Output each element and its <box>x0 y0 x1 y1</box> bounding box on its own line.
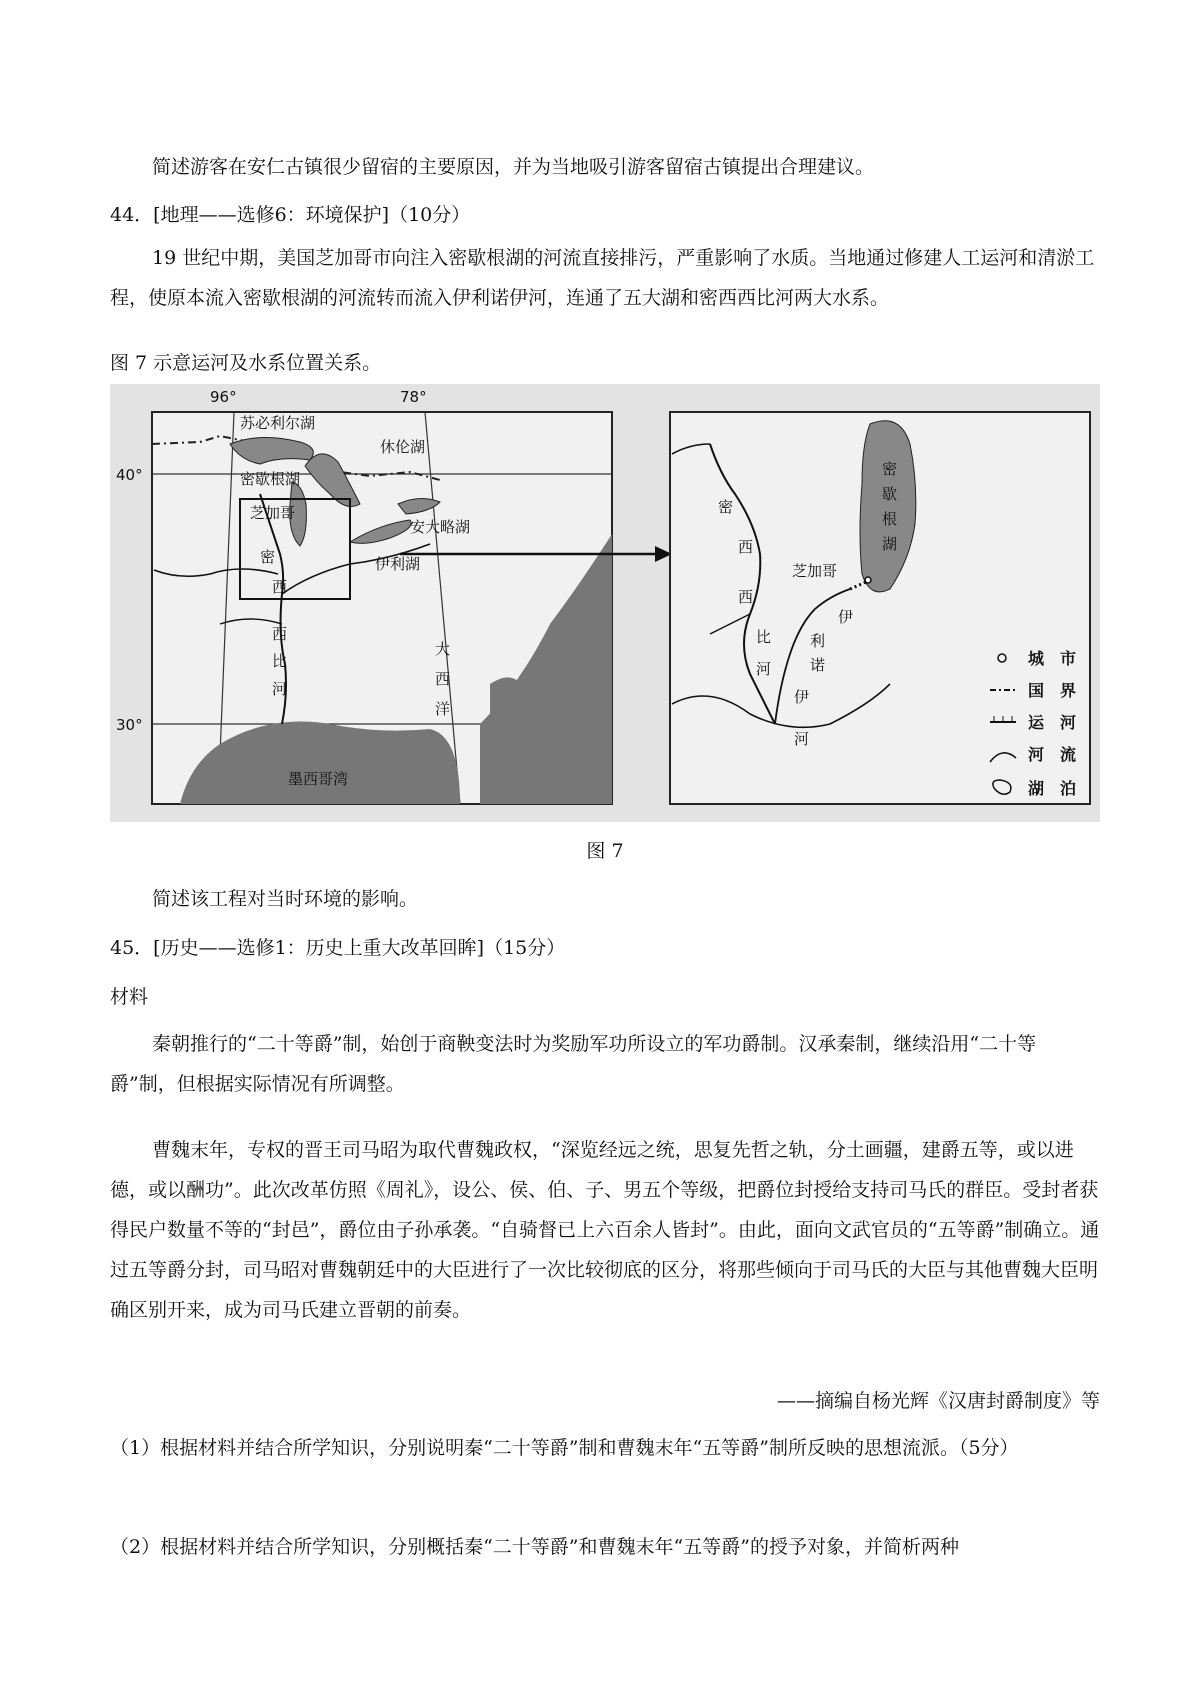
label-xi1: 西 <box>272 578 288 596</box>
label-erie: 伊利湖 <box>375 555 421 573</box>
label-ontario: 安大略湖 <box>410 518 471 536</box>
sub-question-1: （1）根据材料并结合所学知识，分别说明秦“二十等爵”制和曹魏末年“五等爵”制所反映的思想流派。（5分） <box>110 1437 1019 1459</box>
material-paragraph-1: 秦朝推行的“二十等爵”制，始创于商鞅变法时为奖励军功所设立的军功爵制。汉承秦制，继续沿用“二十等爵”制，但根据实际情况有所调整。 <box>110 1033 1037 1095</box>
inset-label-nuo: 诺 <box>810 656 826 674</box>
inset-chicago-dot <box>865 577 871 583</box>
lon-96-label: 96° <box>210 388 237 406</box>
lat-30-label: 30° <box>116 716 143 734</box>
inset-label-xi2: 西 <box>738 588 754 606</box>
inset-lake-3: 根 <box>882 510 898 528</box>
label-gulf: 墨西哥湾 <box>288 770 349 788</box>
line-1: 简述游客在安仁古镇很少留宿的主要原因，并为当地吸引游客留宿古镇提出合理建议。 <box>152 156 875 178</box>
label-atlantic-1: 大 <box>435 640 451 658</box>
figure-caption: 图 7 <box>586 840 624 862</box>
inset-label-chicago: 芝加哥 <box>792 562 838 580</box>
q44-question: 简述该工程对当时环境的影响。 <box>152 888 419 910</box>
q44-paragraph: 19 世纪中期，美国芝加哥市向注入密歇根湖的河流直接排污，严重影响了水质。当地通过修建人工运河和清淤工程，使原本流入密歇根湖的河流转而流入伊利诺伊河，连通了五大湖和密西西比河两大水系。 <box>110 247 1095 309</box>
figure-7-map <box>110 384 1100 822</box>
label-atlantic-3: 洋 <box>435 700 451 718</box>
q45-heading: 45．[历史——选修1：历史上重大改革回眸]（15分） <box>110 937 566 959</box>
legend-lake: 湖 泊 <box>1028 779 1077 798</box>
inset-label-he: 河 <box>756 660 772 678</box>
legend-border: 国 界 <box>1028 681 1077 700</box>
sub-question-2: （2）根据材料并结合所学知识，分别概括秦“二十等爵”和曹魏末年“五等爵”的授予对象，并简析两种 <box>110 1536 959 1558</box>
label-he: 河 <box>272 680 288 698</box>
inset-label-li: 利 <box>810 632 826 650</box>
inset-label-bi: 比 <box>756 628 772 646</box>
material-label: 材料 <box>110 986 149 1008</box>
q44-heading: 44．[地理——选修6：环境保护]（10分） <box>110 204 471 226</box>
label-atlantic-2: 西 <box>435 670 451 688</box>
inset-label-yi1: 伊 <box>838 608 854 626</box>
label-chicago: 芝加哥 <box>250 504 296 522</box>
legend-canal: 运 河 <box>1028 713 1077 732</box>
q44-figure-intro: 图 7 示意运河及水系位置关系。 <box>110 352 382 374</box>
legend-city: 城 市 <box>1028 649 1077 668</box>
inset-label-yi2: 伊 <box>794 688 810 706</box>
inset-label-he2: 河 <box>794 730 810 748</box>
inset-label-mi: 密 <box>718 498 734 516</box>
material-paragraph-2: 曹魏末年，专权的晋王司马昭为取代曹魏政权，“深览经远之统，思复先哲之轨，分土画疆，建爵五等，或以进德，或以酬功”。此次改革仿照《周礼》，设公、侯、伯、子、男五个等级，把爵位封授给支持司马氏的群臣。受封者获得民户数量不等的“封邑”，爵位由子孙承袭。“自骑督已上六百余人皆封”。由此，面向文武官员的“五等爵”制确立。通过五等爵分封，司马昭对曹魏朝廷中的大臣进行了一次比较彻底的区分，将那些倾向于司马氏的大臣与其他曹魏大臣明确区别开来，成为司马氏建立晋朝的前奏。 <box>110 1139 1100 1321</box>
lat-40-label: 40° <box>116 466 143 484</box>
label-mi: 密 <box>260 548 276 566</box>
label-michigan: 密歇根湖 <box>240 470 301 488</box>
label-huron: 休伦湖 <box>380 438 426 456</box>
label-bi: 比 <box>272 652 288 670</box>
legend-river: 河 流 <box>1028 745 1077 764</box>
inset-label-xi1: 西 <box>738 538 754 556</box>
inset-lake-2: 歇 <box>882 485 898 503</box>
label-superior: 苏必利尔湖 <box>240 414 316 432</box>
inset-lake-4: 湖 <box>882 535 898 553</box>
material-source: ——摘编自杨光辉《汉唐封爵制度》等 <box>776 1390 1100 1412</box>
inset-lake-1: 密 <box>882 460 898 478</box>
label-xi2: 西 <box>272 625 288 643</box>
lon-78-label: 78° <box>400 388 427 406</box>
